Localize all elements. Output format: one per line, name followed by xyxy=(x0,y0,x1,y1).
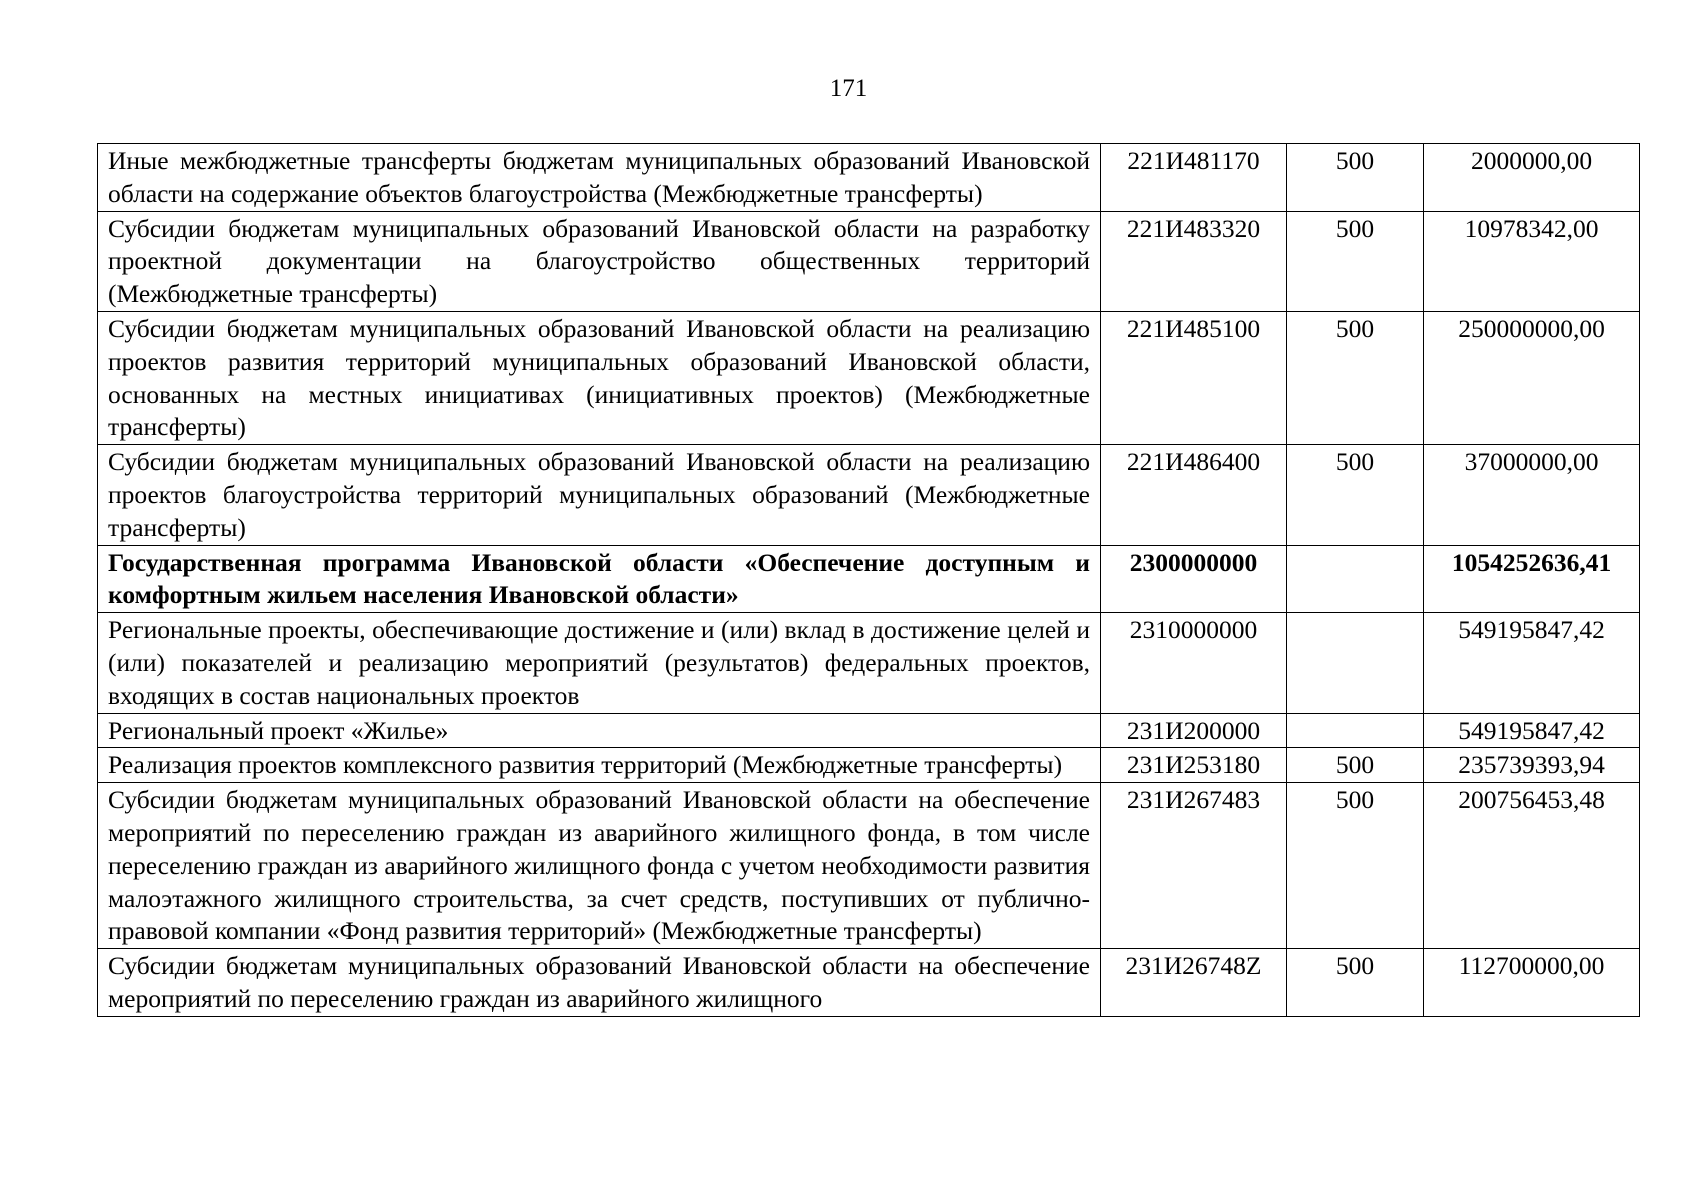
table-row xyxy=(98,613,1640,713)
table-row xyxy=(98,783,1640,949)
row-expense-type-cell xyxy=(1287,613,1424,713)
budget-table xyxy=(97,143,1640,1017)
row-name-cell: Субсидии бюджетам муниципальных образований Ивановской области на разработку проектной документации на благоустройство общественных территорий (Межбюджетные трансферты) xyxy=(98,211,1101,311)
table-row xyxy=(98,748,1640,783)
table-row-program-heading xyxy=(98,545,1640,613)
row-amount-cell: 37000000,00 xyxy=(1424,445,1640,545)
row-code-cell: 2300000000 xyxy=(1101,545,1287,613)
row-code-cell: 231И26748Z xyxy=(1101,949,1287,1017)
row-expense-type-cell: 500 xyxy=(1287,748,1424,783)
row-expense-type-cell: 500 xyxy=(1287,783,1424,949)
table-row xyxy=(98,949,1640,1017)
row-amount-cell: 112700000,00 xyxy=(1424,949,1640,1017)
row-code-cell: 221И481170 xyxy=(1101,144,1287,212)
row-code-cell: 221И485100 xyxy=(1101,311,1287,444)
row-name-cell: Реализация проектов комплексного развития территорий (Межбюджетные трансферты) xyxy=(98,748,1101,783)
row-expense-type-cell: 500 xyxy=(1287,311,1424,444)
row-expense-type-cell: 500 xyxy=(1287,144,1424,212)
table-row xyxy=(98,311,1640,444)
row-code-cell: 231И253180 xyxy=(1101,748,1287,783)
row-name-cell: Региональные проекты, обеспечивающие достижение и (или) вклад в достижение целей и (или) показателей и реализацию мероприятий (результатов) федеральных проектов, входящих в состав национальных проектов xyxy=(98,613,1101,713)
row-name-cell: Иные межбюджетные трансферты бюджетам муниципальных образований Ивановской области на содержание объектов благоустройства (Межбюджетные трансферты) xyxy=(98,144,1101,212)
row-expense-type-cell: 500 xyxy=(1287,211,1424,311)
row-name-cell: Региональный проект «Жилье» xyxy=(98,713,1101,748)
table-row xyxy=(98,445,1640,545)
row-amount-cell: 10978342,00 xyxy=(1424,211,1640,311)
row-code-cell: 221И486400 xyxy=(1101,445,1287,545)
row-amount-cell: 2000000,00 xyxy=(1424,144,1640,212)
row-code-cell: 231И200000 xyxy=(1101,713,1287,748)
budget-table-body xyxy=(98,144,1640,1017)
row-name-cell: Государственная программа Ивановской области «Обеспечение доступным и комфортным жильем населения Ивановской области» xyxy=(98,545,1101,613)
table-row xyxy=(98,144,1640,212)
row-code-cell: 221И483320 xyxy=(1101,211,1287,311)
row-amount-cell: 200756453,48 xyxy=(1424,783,1640,949)
row-name-cell: Субсидии бюджетам муниципальных образований Ивановской области на обеспечение мероприятий по переселению граждан из аварийного жилищного xyxy=(98,949,1101,1017)
table-row xyxy=(98,713,1640,748)
row-expense-type-cell xyxy=(1287,713,1424,748)
row-expense-type-cell: 500 xyxy=(1287,445,1424,545)
row-code-cell: 2310000000 xyxy=(1101,613,1287,713)
row-amount-cell: 235739393,94 xyxy=(1424,748,1640,783)
row-code-cell: 231И267483 xyxy=(1101,783,1287,949)
row-expense-type-cell: 500 xyxy=(1287,949,1424,1017)
row-amount-cell: 1054252636,41 xyxy=(1424,545,1640,613)
table-row xyxy=(98,211,1640,311)
row-expense-type-cell xyxy=(1287,545,1424,613)
row-amount-cell: 250000000,00 xyxy=(1424,311,1640,444)
row-name-cell: Субсидии бюджетам муниципальных образований Ивановской области на реализацию проектов развития территорий муниципальных образований Ивановской области, основанных на местных инициативах (инициативных проектов) (Межбюджетные трансферты) xyxy=(98,311,1101,444)
row-name-cell: Субсидии бюджетам муниципальных образований Ивановской области на реализацию проектов благоустройства территорий муниципальных образований (Межбюджетные трансферты) xyxy=(98,445,1101,545)
row-amount-cell: 549195847,42 xyxy=(1424,713,1640,748)
row-amount-cell: 549195847,42 xyxy=(1424,613,1640,713)
row-name-cell: Субсидии бюджетам муниципальных образований Ивановской области на обеспечение мероприятий по переселению граждан из аварийного жилищного фонда, в том числе переселению граждан из аварийного жилищного фонда с учетом необходимости развития малоэтажного жилищного строительства, за счет средств, поступивших от публично-правовой компании «Фонд развития территорий» (Межбюджетные трансферты) xyxy=(98,783,1101,949)
page-number: 171 xyxy=(829,75,868,102)
